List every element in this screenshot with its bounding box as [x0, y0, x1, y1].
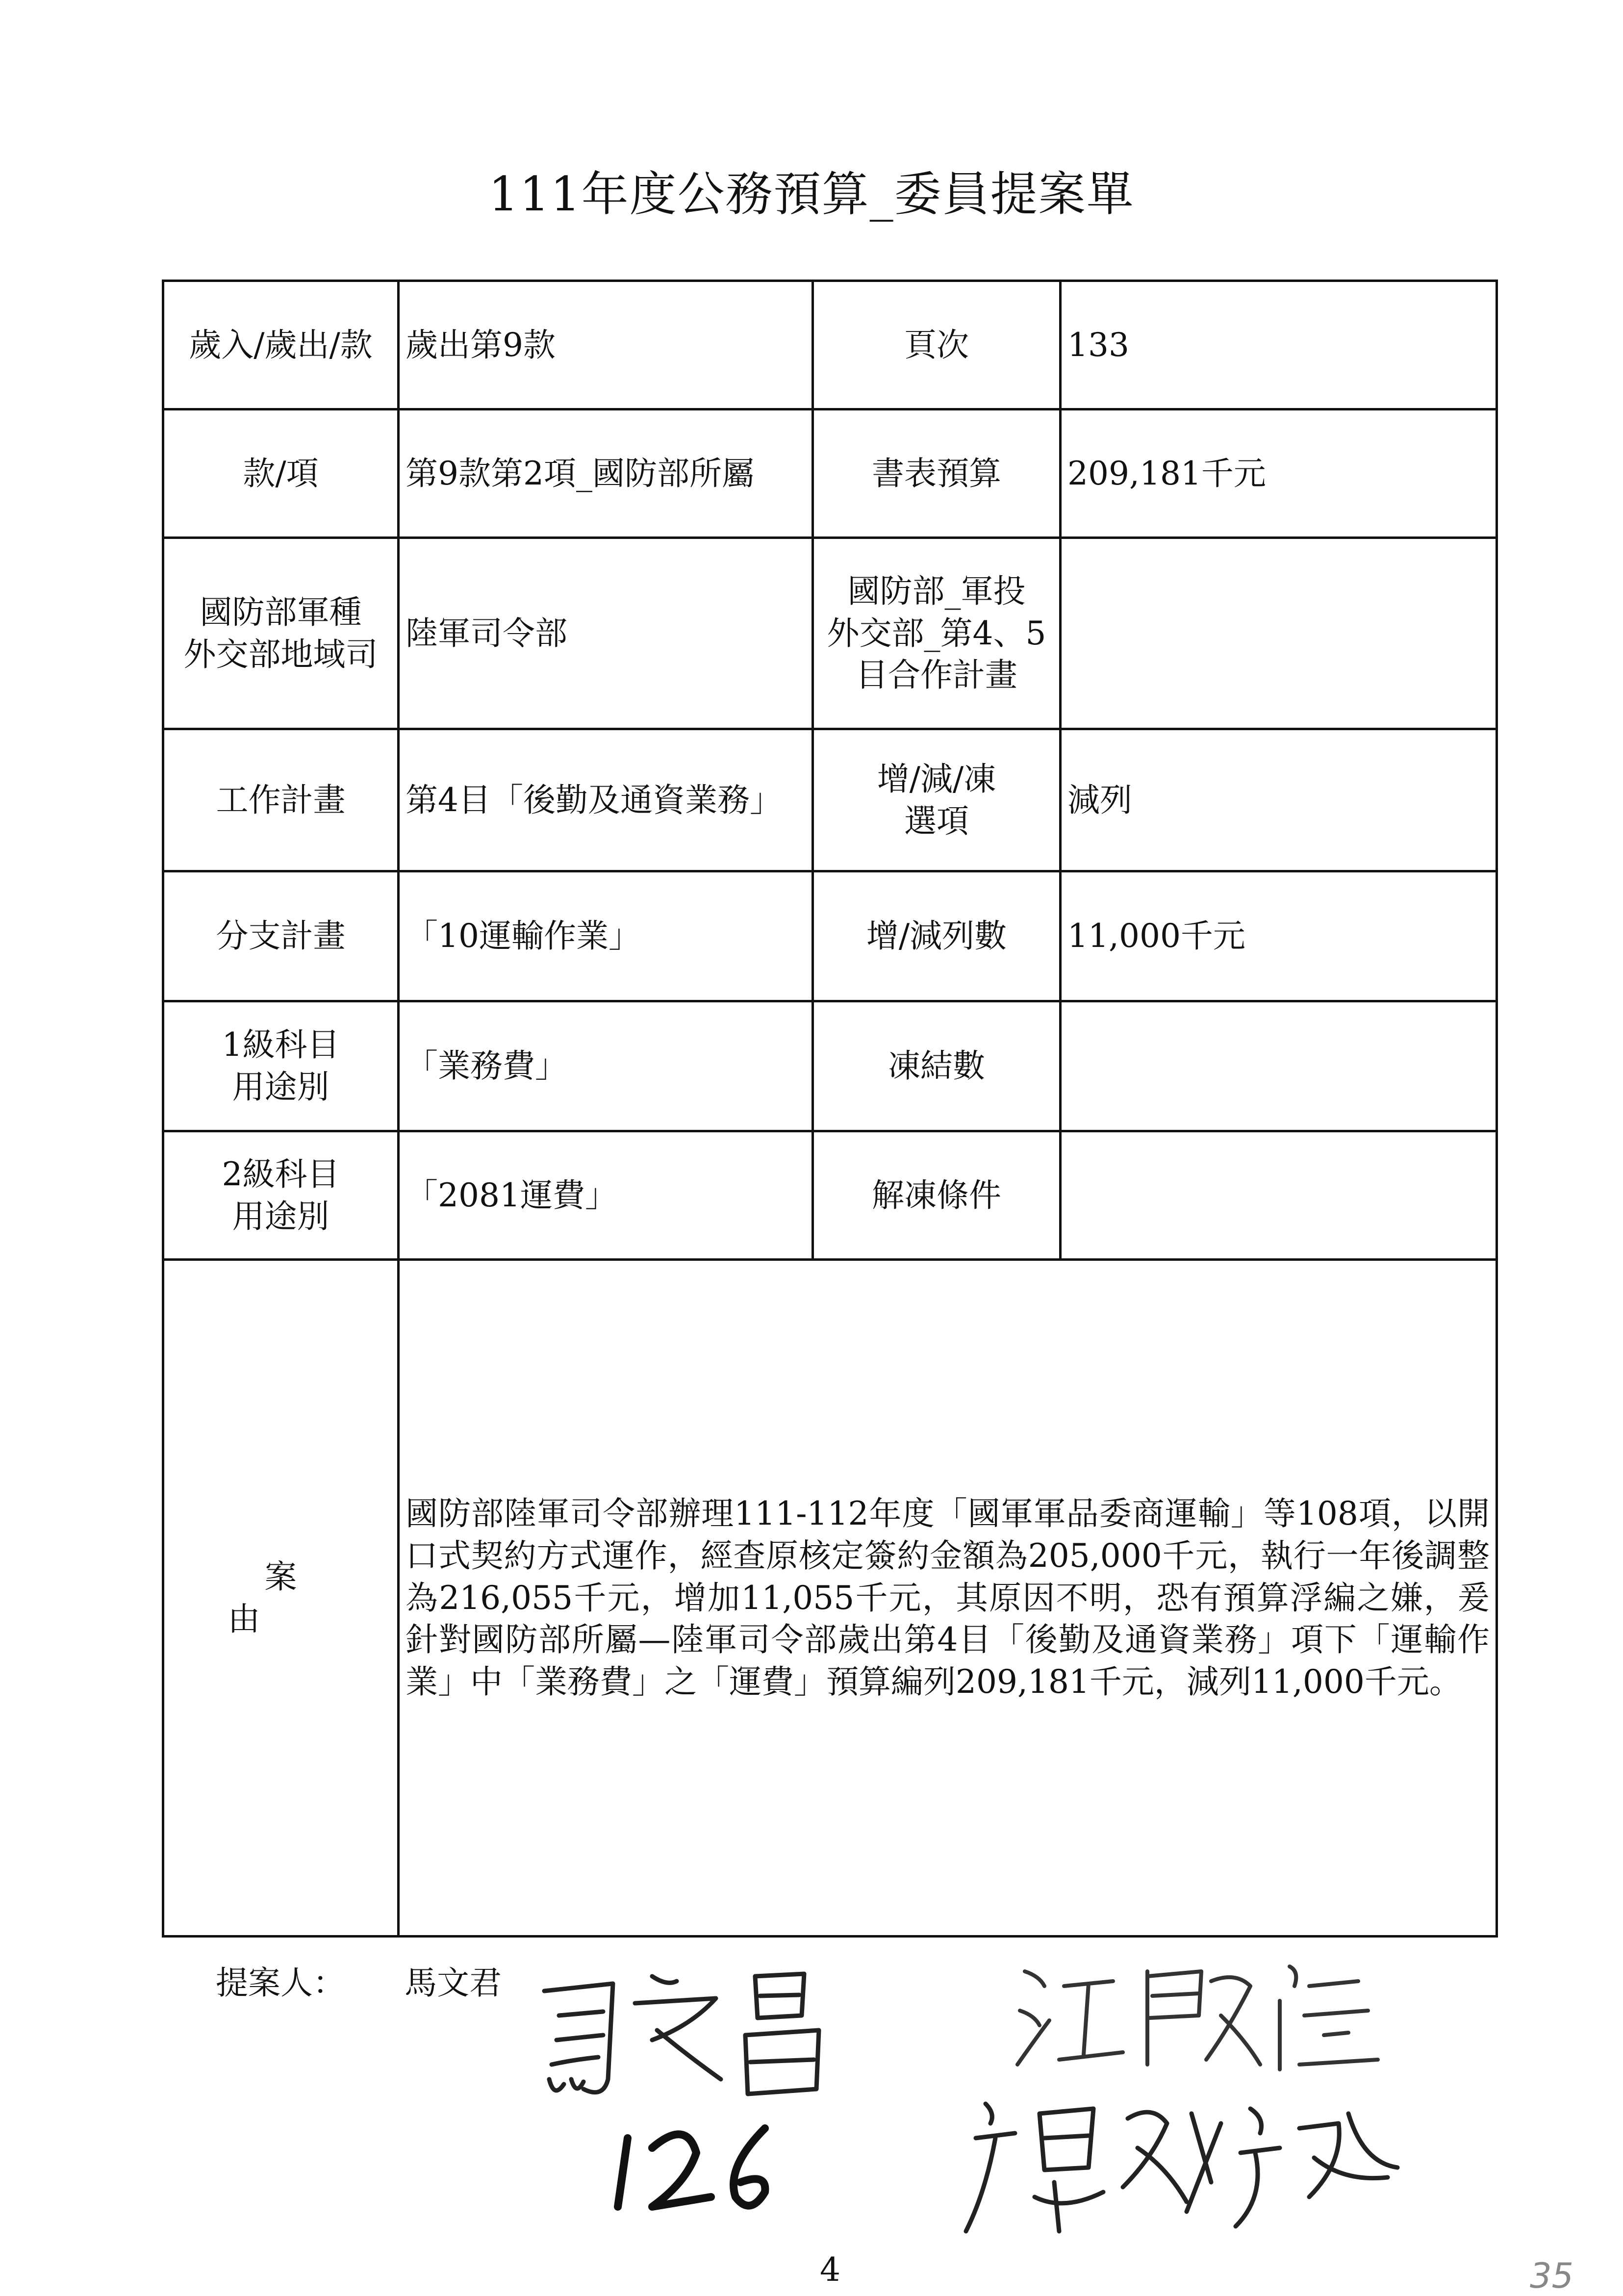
- value-work-plan: 第4目「後勤及通資業務」: [399, 729, 813, 871]
- signature-hsieh-yi-fong: [956, 2084, 1407, 2251]
- label-level1-subject: 1級科目 用途別: [163, 1001, 399, 1131]
- value-branch-plan: 「10運輸作業」: [399, 871, 813, 1001]
- label-work-plan: 工作計畫: [163, 729, 399, 871]
- label-section: 款/項: [163, 409, 399, 538]
- table-row: [163, 538, 1497, 729]
- label-page: 頁次: [813, 281, 1061, 409]
- label-frozen-amount: 凍結數: [813, 1001, 1061, 1131]
- label-budget: 書表預算: [813, 409, 1061, 538]
- form-title: 111年度公務預算_委員提案單: [488, 167, 1135, 222]
- value-level2-subject: 「2081運費」: [399, 1131, 813, 1260]
- proposer-label: 提案人：: [216, 1964, 345, 2002]
- proposal-table: [162, 280, 1498, 1938]
- proposer-name: 馬文君: [405, 1964, 502, 2002]
- signature-number: [603, 2109, 789, 2226]
- value-unfreeze-condition: [1061, 1131, 1497, 1260]
- page-number: 4: [820, 2251, 840, 2289]
- value-cooperation-plan: [1061, 538, 1497, 729]
- label-category: 歲入/歲出/款: [163, 281, 399, 409]
- signature-chiang-chi-chen: [1005, 1942, 1407, 2089]
- table-row: [163, 1001, 1497, 1131]
- value-department: 陸軍司令部: [399, 538, 813, 729]
- label-department: 國防部軍種 外交部地域司: [163, 538, 399, 729]
- label-unfreeze-condition: 解凍條件: [813, 1131, 1061, 1260]
- table-row: [163, 871, 1497, 1001]
- pencil-page-number: 35: [1530, 2256, 1574, 2296]
- table-row: [163, 1260, 1497, 1937]
- signature-ma-wen-chun: [530, 1957, 843, 2114]
- table-row: [163, 409, 1497, 538]
- value-section: 第9款第2項_國防部所屬: [399, 409, 813, 538]
- label-cooperation-plan: 國防部_軍投 外交部_第4、5 目合作計畫: [813, 538, 1061, 729]
- value-adjust-amount: 11,000千元: [1061, 871, 1497, 1001]
- table-row: [163, 281, 1497, 409]
- label-adjust-option: 增/減/凍 選項: [813, 729, 1061, 871]
- table-row: [163, 1131, 1497, 1260]
- value-level1-subject: 「業務費」: [399, 1001, 813, 1131]
- value-category: 歲出第9款: [399, 281, 813, 409]
- table-row: [163, 729, 1497, 871]
- value-frozen-amount: [1061, 1001, 1497, 1131]
- value-budget: 209,181千元: [1061, 409, 1497, 538]
- reason-text: 國防部陸軍司令部辦理111-112年度「國軍軍品委商運輸」等108項，以開口式契約方式運作，經查原核定簽約金額為205,000千元，執行一年後調整為216,055千元，增加11,055千元，其原因不明，恐有預算浮編之嫌，爰針對國防部所屬—陸軍司令部歲出第4目「後勤及通資業務」項下「運輸作業」中「業務費」之「運費」預算編列209,181千元，減列11,000千元。: [399, 1260, 1497, 1937]
- value-adjust-option: 減列: [1061, 729, 1497, 871]
- label-reason: 案由: [163, 1260, 399, 1937]
- value-page: 133: [1061, 281, 1497, 409]
- label-branch-plan: 分支計畫: [163, 871, 399, 1001]
- label-adjust-amount: 增/減列數: [813, 871, 1061, 1001]
- label-level2-subject: 2級科目 用途別: [163, 1131, 399, 1260]
